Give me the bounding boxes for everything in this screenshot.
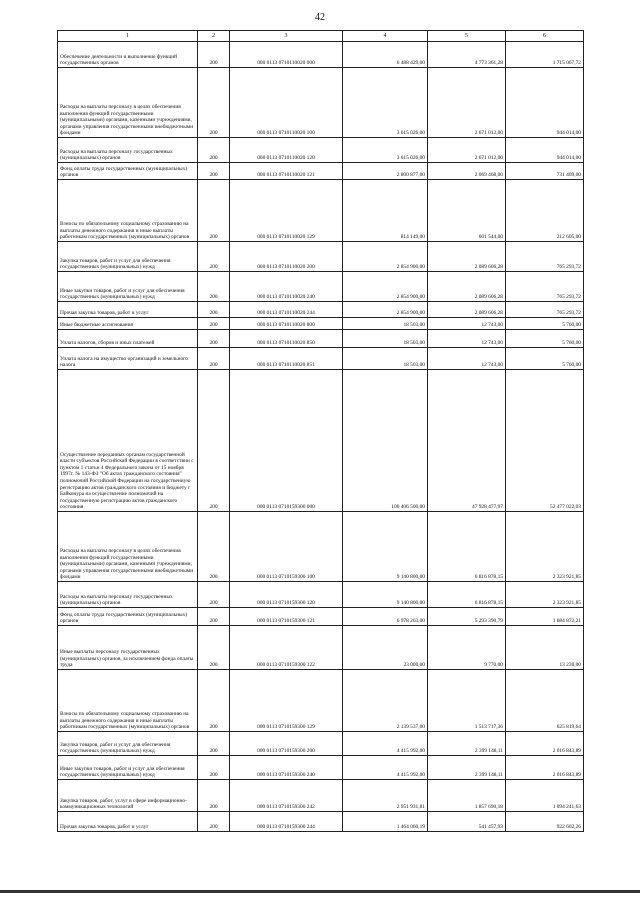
row-col4: 9 140 800,00 [343,512,428,582]
row-code: 200 [198,163,230,180]
row-col4: 2 800 877,00 [343,163,428,180]
row-col4: 18 503,00 [343,318,428,330]
row-kbk: 000 0113 0710110020 200 [230,242,343,272]
row-col6: 1 715 067,72 [506,42,584,68]
table-row [58,242,584,272]
row-code: 200 [198,608,230,626]
row-name: Взносы по обязательному социальному страхованию на выплаты денежного содержания и иные выплаты работникам государственных (муниципальных) органов [58,180,198,242]
table-row [58,756,584,780]
row-kbk: 000 0113 0710110020 244 [230,302,343,318]
row-name: Закупка товаров, работ и услуг для обеспечения государственных (муниципальных) нужд [58,732,198,756]
row-code: 200 [198,780,230,812]
row-col6: 5 760,00 [506,330,584,348]
table-row [58,780,584,812]
row-kbk: 000 0113 0710159300 129 [230,670,343,732]
table-row [58,138,584,163]
row-col4: 1 464 060,19 [343,812,428,832]
row-col6: 2 016 843,89 [506,756,584,780]
row-name: Прочая закупка товаров, работ и услуг [58,302,198,318]
table-row [58,272,584,302]
row-col5: 12 743,00 [428,330,506,348]
row-kbk: 000 0113 0710110020 129 [230,180,343,242]
row-name: Обеспечение деятельности и выполнение функций государственных органов [58,42,198,68]
row-kbk: 000 0113 0710159300 120 [230,582,343,608]
row-name: Иные закупки товаров, работ и услуг для обеспечения государственных (муниципальных) нужд [58,272,198,302]
row-col6: 1 684 872,21 [506,608,584,626]
row-kbk: 000 0113 0710159300 121 [230,608,343,626]
table-row [58,318,584,330]
row-name: Фонд оплаты труда государственных (муниципальных) органов [58,163,198,180]
row-name: Взносы по обязательному социальному страхованию на выплаты денежного содержания и иные выплаты работникам государственных (муниципальных) органов [58,670,198,732]
row-kbk: 000 0113 0710110020 121 [230,163,343,180]
row-kbk: 000 0113 0710159300 200 [230,732,343,756]
row-col6: 944 014,00 [506,68,584,138]
row-col4: 18 503,00 [343,348,428,370]
row-name: Расходы на выплаты персоналу в целях обеспечения выполнения функций государственными (муниципальными) органами, казенными учреждениями, органами управления государственными внебюджетными фондами [58,512,198,582]
header-col-3: 3 [230,31,343,42]
row-name: Расходы на выплаты персоналу государственных (муниципальных) органов [58,582,198,608]
row-name: Закупка товаров, работ, услуг в сфере информационно-коммуникационных технологий [58,780,198,812]
row-code: 200 [198,348,230,370]
header-col-5: 5 [428,31,506,42]
row-name: Уплата налогов, сборов и иных платежей [58,330,198,348]
table-row [58,163,584,180]
row-col6: 625 819,64 [506,670,584,732]
budget-table [57,30,584,832]
row-col6: 212 605,00 [506,180,584,242]
page-number: 42 [315,12,325,23]
row-name: Иные закупки товаров, работ и услуг для обеспечения государственных (муниципальных) нужд [58,756,198,780]
row-col4: 4 415 992,00 [343,732,428,756]
row-kbk: 000 0113 0710110020 850 [230,330,343,348]
row-col4: 23 000,00 [343,626,428,670]
table-row [58,180,584,242]
row-name: Иные бюджетные ассигнования [58,318,198,330]
row-col5: 6 816 878,15 [428,582,506,608]
row-name: Закупка товаров, работ и услуг для обеспечения государственных (муниципальных) нужд [58,242,198,272]
row-col6: 765 293,72 [506,272,584,302]
row-code: 200 [198,180,230,242]
row-code: 200 [198,732,230,756]
page-bottom-rule [0,890,640,893]
row-col5: 2 089 606,28 [428,302,506,318]
row-code: 200 [198,512,230,582]
row-kbk: 000 0113 0710110020 120 [230,138,343,163]
table-row [58,812,584,832]
row-name: Прочая закупка товаров, работ и услуг [58,812,198,832]
row-col5: 2 399 148,11 [428,732,506,756]
row-col6: 731 409,00 [506,163,584,180]
table-row [58,732,584,756]
row-col5: 12 743,00 [428,348,506,370]
row-col4: 2 854 900,00 [343,242,428,272]
row-col5: 2 089 606,28 [428,272,506,302]
header-col-4: 4 [343,31,428,42]
row-col4: 6 978 263,00 [343,608,428,626]
row-col6: 1 094 241,63 [506,780,584,812]
row-col6: 13 230,00 [506,626,584,670]
row-col5: 2 089 606,28 [428,242,506,272]
row-col6: 922 602,26 [506,812,584,832]
row-code: 200 [198,68,230,138]
row-col4: 3 615 026,00 [343,138,428,163]
row-col6: 2 323 921,85 [506,582,584,608]
row-col5: 2 399 148,11 [428,756,506,780]
table-header-row [58,31,584,42]
row-code: 200 [198,812,230,832]
row-name: Уплата налога на имущество организаций и земельного налога [58,348,198,370]
row-code: 200 [198,318,230,330]
table-row [58,330,584,348]
row-kbk: 000 0113 0710110020 240 [230,272,343,302]
row-name: Расходы на выплаты персоналу государственных (муниципальных) органов [58,138,198,163]
row-code: 200 [198,42,230,68]
row-col4: 4 415 992,00 [343,756,428,780]
row-col6: 5 760,00 [506,318,584,330]
row-col4: 814 149,00 [343,180,428,242]
table-row [58,582,584,608]
row-kbk: 000 0113 0710110020 000 [230,42,343,68]
row-name: Расходы на выплаты персоналу в целях обеспечения выполнения функций государственными (муниципальными) органами, казенными учреждениями, органами управления государственными внебюджетными фондами [58,68,198,138]
row-col4: 100 406 500,00 [343,370,428,512]
row-code: 200 [198,670,230,732]
row-col5: 2 671 012,00 [428,68,506,138]
row-col6: 52 477 022,03 [506,370,584,512]
row-col5: 541 457,93 [428,812,506,832]
row-col4: 6 488 429,00 [343,42,428,68]
row-col5: 12 743,00 [428,318,506,330]
row-col5: 5 293 390,79 [428,608,506,626]
row-col5: 601 544,00 [428,180,506,242]
row-name: Осуществление переданных органам государственной власти субъектов Российской Федерации в соответствии с пунктом 1 статьи 4 Федерального закона от 15 ноября 1997г. № 143-ФЗ "Об актах гражданского состояния" полномочий Российской Федерации на государственную регистрацию актов гражданского состояния и бюджету г Байконура на осуществление полномочий на государственную регистрацию актов гражданского состояния [58,370,198,512]
row-col4: 9 140 800,00 [343,582,428,608]
row-kbk: 000 0113 0710110020 100 [230,68,343,138]
row-kbk: 000 0113 0710159300 240 [230,756,343,780]
row-code: 200 [198,330,230,348]
row-col4: 3 615 026,00 [343,68,428,138]
row-col6: 944 014,00 [506,138,584,163]
row-col5: 6 816 878,15 [428,512,506,582]
table-row [58,512,584,582]
row-kbk: 000 0113 0710159300 000 [230,370,343,512]
row-col6: 765 293,72 [506,302,584,318]
table-row [58,626,584,670]
row-col6: 5 760,00 [506,348,584,370]
row-name: Иные выплаты персоналу государственных (муниципальных) органов, за исключением фонда оплаты труда [58,626,198,670]
row-kbk: 000 0113 0710110020 851 [230,348,343,370]
row-col5: 9 770,00 [428,626,506,670]
row-code: 200 [198,756,230,780]
row-col4: 2 951 931,81 [343,780,428,812]
row-code: 200 [198,138,230,163]
row-code: 200 [198,370,230,512]
row-kbk: 000 0113 0710159300 100 [230,512,343,582]
row-kbk: 000 0113 0710159300 242 [230,780,343,812]
header-col-2: 2 [198,31,230,42]
table-row [58,42,584,68]
table-row [58,670,584,732]
table-row [58,370,584,512]
row-col5: 47 928 477,97 [428,370,506,512]
row-col6: 2 016 843,89 [506,732,584,756]
row-col5: 1 857 690,18 [428,780,506,812]
table-row [58,348,584,370]
row-kbk: 000 0113 0710159300 122 [230,626,343,670]
row-col4: 2 854 900,00 [343,302,428,318]
header-col-6: 6 [506,31,584,42]
row-col5: 2 069 468,00 [428,163,506,180]
row-kbk: 000 0113 0710110020 800 [230,318,343,330]
row-code: 200 [198,582,230,608]
row-col5: 2 671 012,00 [428,138,506,163]
row-col4: 2 854 900,00 [343,272,428,302]
row-col5: 4 773 361,28 [428,42,506,68]
row-name: Фонд оплаты труда государственных (муниципальных) органов [58,608,198,626]
table-row [58,608,584,626]
row-col4: 2 139 537,00 [343,670,428,732]
row-code: 200 [198,242,230,272]
header-col-1: 1 [58,31,198,42]
row-col5: 1 513 717,36 [428,670,506,732]
row-code: 200 [198,302,230,318]
row-col6: 765 293,72 [506,242,584,272]
table-row [58,302,584,318]
table-row [58,68,584,138]
row-col4: 18 503,00 [343,330,428,348]
row-code: 200 [198,272,230,302]
row-kbk: 000 0113 0710159300 244 [230,812,343,832]
row-col6: 2 323 921,85 [506,512,584,582]
row-code: 200 [198,626,230,670]
